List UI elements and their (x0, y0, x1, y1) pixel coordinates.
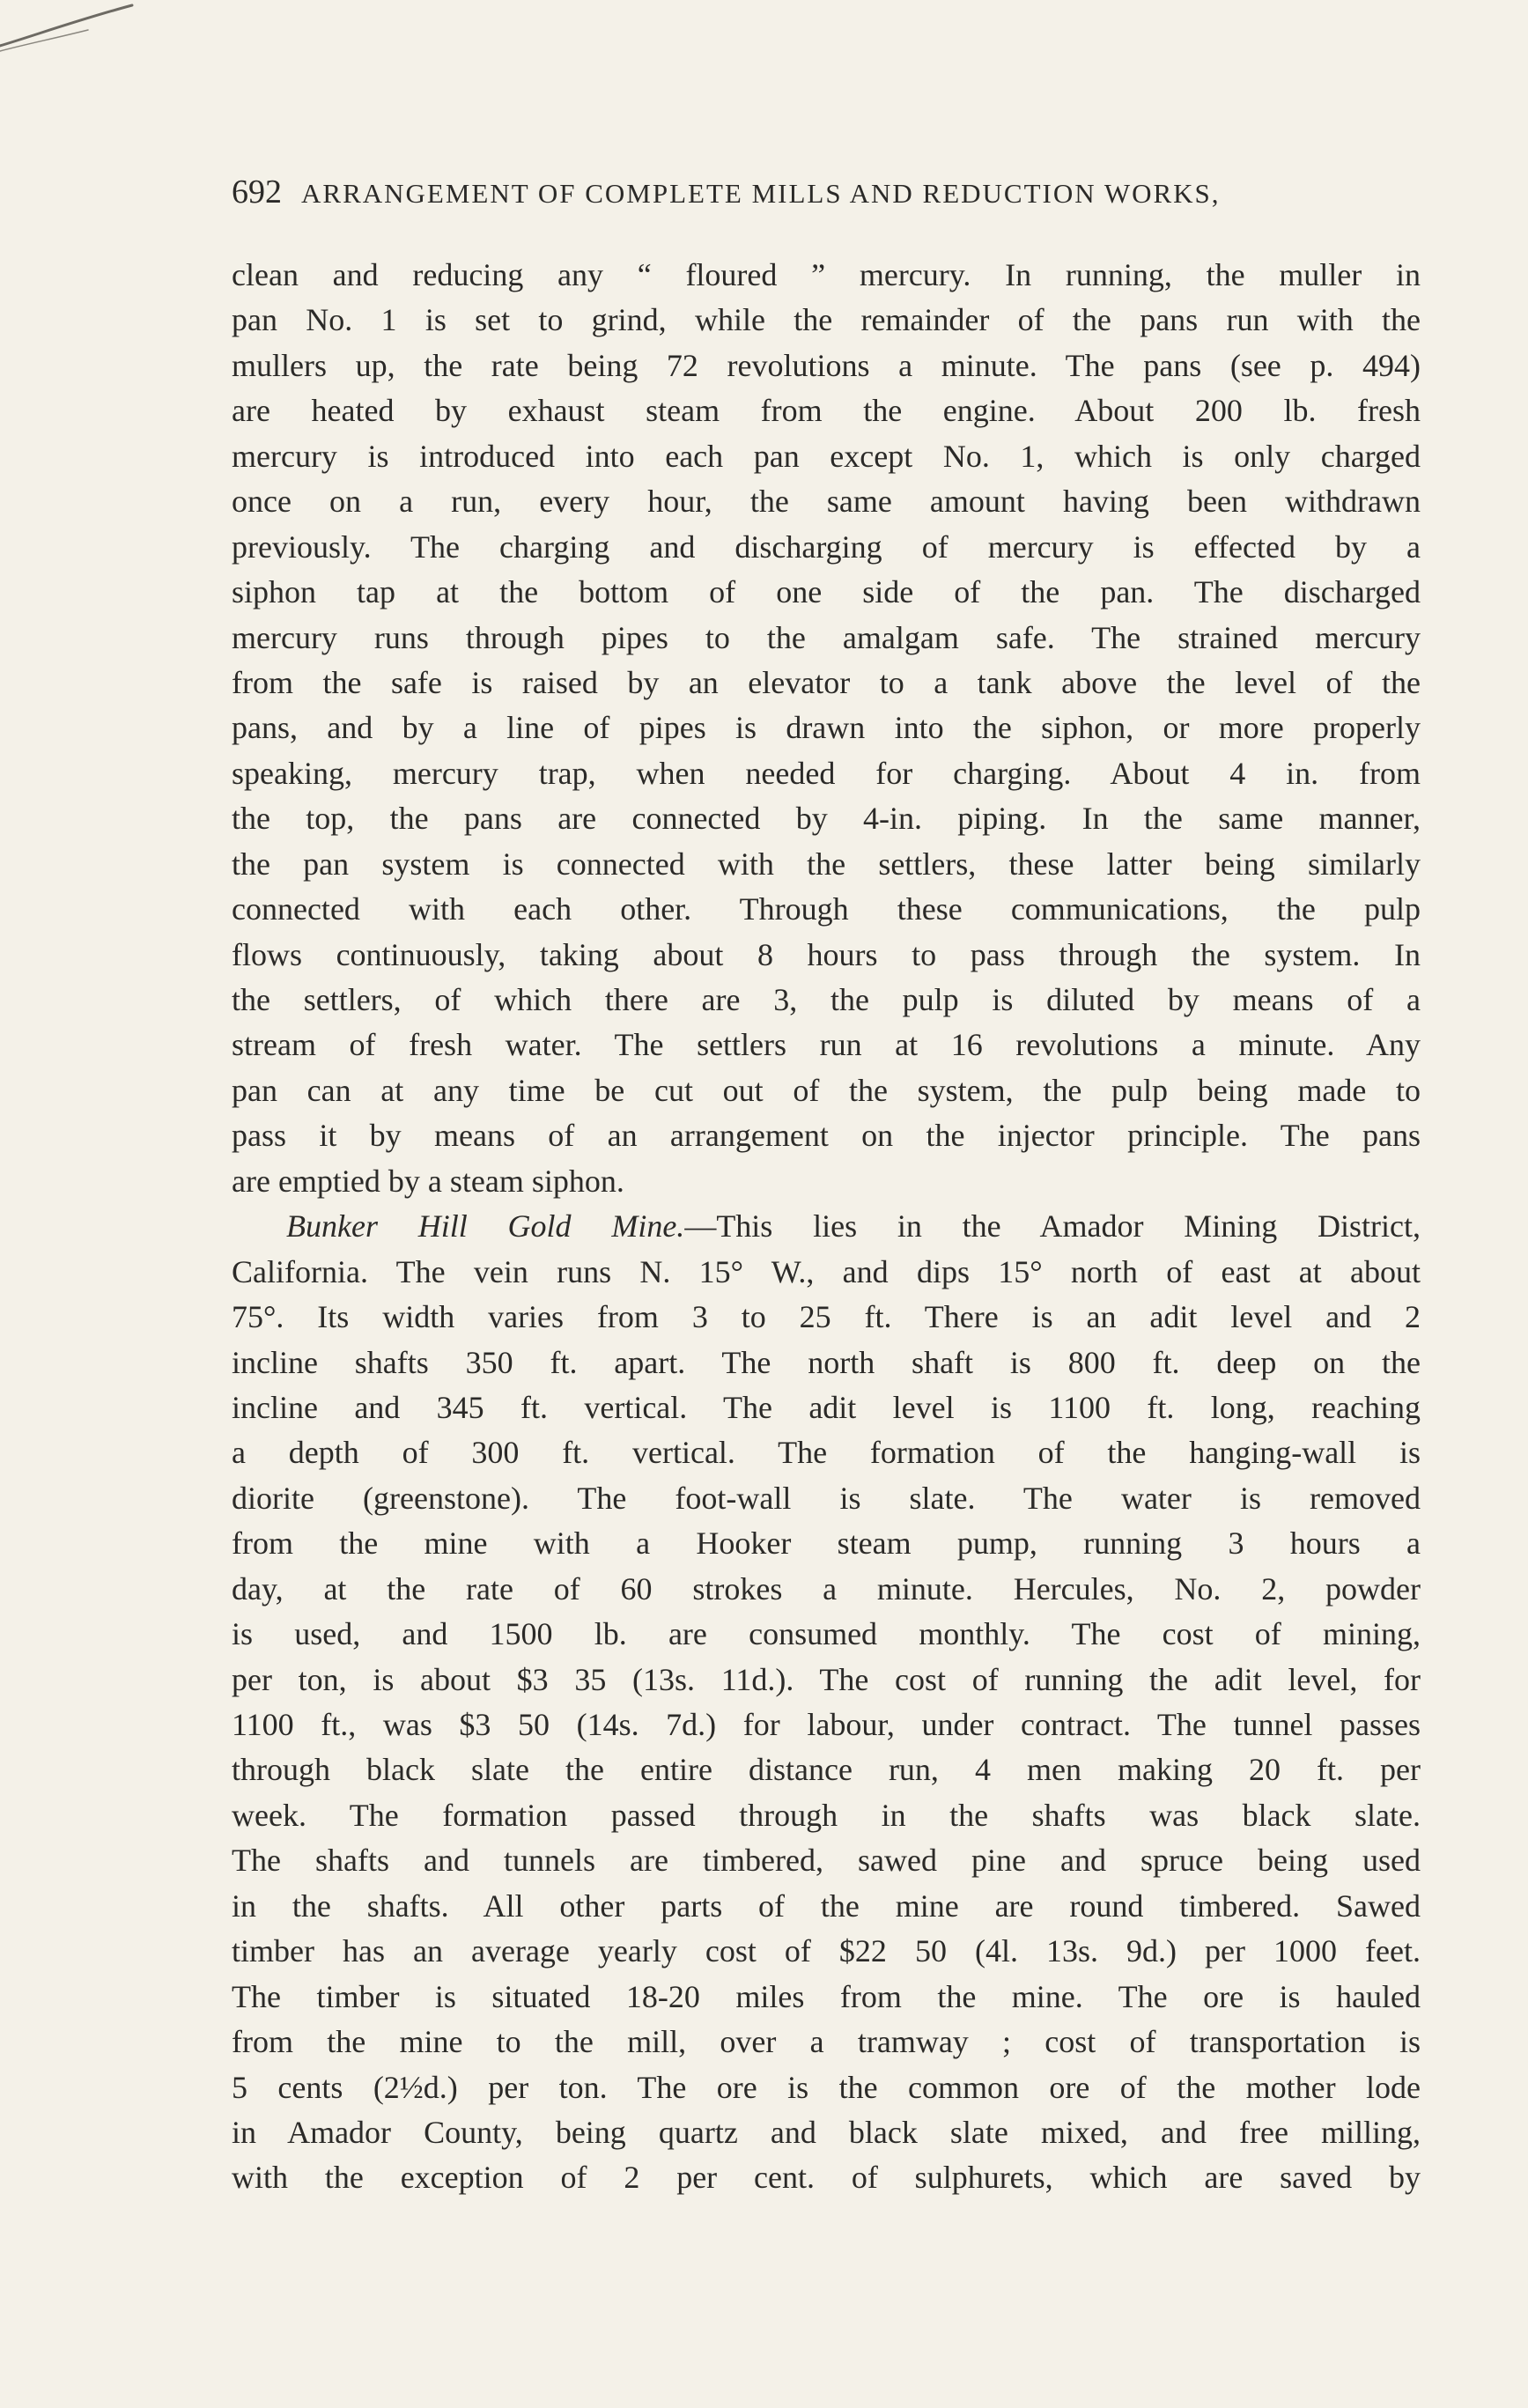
text-line: speaking, mercury trap, when needed for charging. About 4 in. from (232, 755, 1421, 791)
text-line: pan No. 1 is set to grind, while the remainder of the pans run with the (232, 302, 1421, 338)
text-line: incline and 345 ft. vertical. The adit level is 1100 ft. long, reaching (232, 1389, 1421, 1425)
text-line: day, at the rate of 60 strokes a minute. Hercules, No. 2, powder (232, 1570, 1421, 1607)
text-line: California. The vein runs N. 15° W., and dips 15° north of east at about (232, 1253, 1421, 1289)
text-line: the settlers, of which there are 3, the pulp is diluted by means of a (232, 982, 1421, 1017)
section-heading: Bunker Hill Gold Mine. (286, 1208, 685, 1245)
text-line: through black slate the entire distance run, 4 men making 20 ft. per (232, 1752, 1421, 1788)
body-text (232, 253, 1421, 2201)
text-line: from the safe is raised by an elevator to a tank above the level of the (232, 664, 1421, 700)
text-line: 1100 ft., was $3 50 (14s. 7d.) for labour, under contract. The tunnel passes (232, 1707, 1421, 1742)
text-line: mercury is introduced into each pan except No. 1, which is only charged (232, 438, 1421, 474)
text-line: connected with each other. Through these communications, the pulp (232, 891, 1421, 927)
text-line: pass it by means of an arrangement on the injector principle. The pans (232, 1118, 1421, 1154)
text-line: diorite (greenstone). The foot-wall is slate. The water is removed (232, 1480, 1421, 1516)
text-line: previously. The charging and discharging of mercury is effected by a (232, 528, 1421, 565)
text-line: in Amador County, being quartz and black slate mixed, and free milling, (232, 2114, 1421, 2150)
running-head-title: ARRANGEMENT OF COMPLETE MILLS AND REDUCTION WORKS, (301, 178, 1221, 209)
running-head (232, 173, 1421, 211)
text-line: 5 cents (2½d.) per ton. The ore is the common ore of the mother lode (232, 2069, 1421, 2105)
text-line: clean and reducing any “ floured ” mercury. In running, the muller in (232, 257, 1421, 292)
heading-line-text: —This lies in the Amador Mining District, (684, 1208, 1421, 1245)
bunker-hill-heading-line (232, 1204, 1421, 1249)
text-line: pan can at any time be cut out of the system, the pulp being made to (232, 1072, 1421, 1108)
text-line: the top, the pans are connected by 4-in. piping. In the same manner, (232, 801, 1421, 837)
text-line: mullers up, the rate being 72 revolutions a minute. The pans (see p. 494) (232, 347, 1421, 383)
text-line: flows continuously, taking about 8 hours to pass through the system. In (232, 936, 1421, 972)
text-line: mercury runs through pipes to the amalgam safe. The strained mercury (232, 619, 1421, 655)
text-line: from the mine with a Hooker steam pump, running 3 hours a (232, 1525, 1421, 1562)
text-line: is used, and 1500 lb. are consumed monthly. The cost of mining, (232, 1616, 1421, 1652)
text-line: The shafts and tunnels are timbered, sawed pine and spruce being used (232, 1843, 1421, 1879)
text-line: week. The formation passed through in the shafts was black slate. (232, 1797, 1421, 1833)
text-line: are heated by exhaust steam from the engine. About 200 lb. fresh (232, 393, 1421, 429)
text-line: once on a run, every hour, the same amount having been withdrawn (232, 484, 1421, 520)
text-line: stream of fresh water. The settlers run at 16 revolutions a minute. Any (232, 1027, 1421, 1063)
text-line: timber has an average yearly cost of $22 50 (4l. 13s. 9d.) per 1000 feet. (232, 1933, 1421, 1969)
text-line: are emptied by a steam siphon. (232, 1163, 624, 1199)
page-number: 692 (232, 174, 282, 211)
text-line: the pan system is connected with the settlers, these latter being similarly (232, 846, 1421, 882)
text-line: in the shafts. All other parts of the mine are round timbered. Sawed (232, 1887, 1421, 1924)
text-line: from the mine to the mill, over a tramway ; cost of transportation is (232, 2024, 1421, 2060)
text-line: 75°. Its width varies from 3 to 25 ft. There is an adit level and 2 (232, 1299, 1421, 1335)
text-line: incline shafts 350 ft. apart. The north shaft is 800 ft. deep on the (232, 1344, 1421, 1380)
text-line: The timber is situated 18-20 miles from the mine. The ore is hauled (232, 1978, 1421, 2014)
corner-pencil-mark (0, 0, 141, 70)
text-line: siphon tap at the bottom of one side of the pan. The discharged (232, 574, 1421, 610)
text-line: per ton, is about $3 35 (13s. 11d.). The cost of running the adit level, for (232, 1661, 1421, 1697)
text-line: a depth of 300 ft. vertical. The formation of the hanging-wall is (232, 1435, 1421, 1471)
text-line: pans, and by a line of pipes is drawn into the siphon, or more properly (232, 710, 1421, 746)
text-line: with the exception of 2 per cent. of sulphurets, which are saved by (232, 2160, 1421, 2196)
